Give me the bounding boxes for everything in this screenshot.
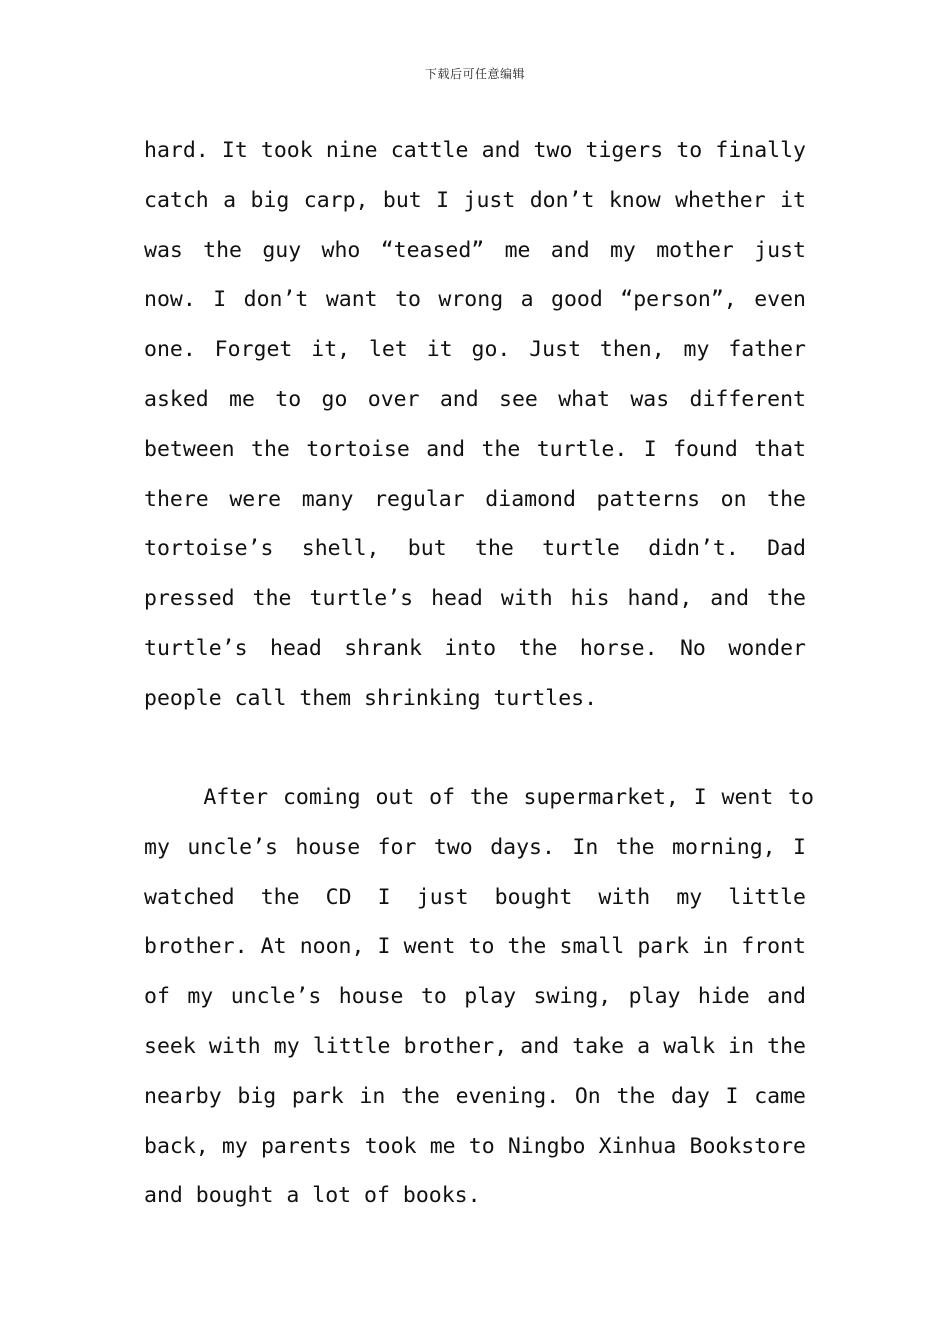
paragraph-1 xyxy=(144,126,806,724)
paragraph-line: now. I don’t want to wrong a good “person”, even xyxy=(144,287,806,313)
paragraph-line: nearby big park in the evening. On the day I came xyxy=(144,1083,806,1109)
paragraph-line: my uncle’s house for two days. In the morning, I xyxy=(144,834,806,860)
paragraph-line: tortoise’s shell, but the turtle didn’t. Dad xyxy=(144,536,806,562)
paragraph-line: After coming out of the supermarket, I went to xyxy=(144,785,815,810)
paragraph-line: one. Forget it, let it go. Just then, my father xyxy=(144,337,806,363)
paragraph-line: catch a big carp, but I just don’t know whether it xyxy=(144,187,806,213)
paragraph-line: people call them shrinking turtles. xyxy=(144,685,598,711)
paragraph-line: back, my parents took me to Ningbo Xinhua Bookstore xyxy=(144,1133,806,1159)
paragraph-line: between the tortoise and the turtle. I found that xyxy=(144,436,806,462)
paragraph-line: hard. It took nine cattle and two tigers to finally xyxy=(144,138,806,163)
paragraph-line: was the guy who “teased” me and my mother just xyxy=(144,237,806,263)
paragraph-line: turtle’s head shrank into the horse. No wonder xyxy=(144,635,806,661)
paragraph-line: asked me to go over and see what was different xyxy=(144,386,806,412)
paragraph-line: and bought a lot of books. xyxy=(144,1183,481,1209)
paragraph-line: of my uncle’s house to play swing, play hide and xyxy=(144,984,806,1010)
paragraph-2 xyxy=(144,773,815,1221)
page-header-note: 下载后可任意编辑 xyxy=(424,67,525,81)
paragraph-line: brother. At noon, I went to the small park in front xyxy=(144,934,806,960)
paragraph-line: there were many regular diamond patterns on the xyxy=(144,486,806,512)
paragraph-line: watched the CD I just bought with my little xyxy=(144,884,806,910)
paragraph-line: pressed the turtle’s head with his hand, and the xyxy=(144,586,806,612)
paragraph-line: seek with my little brother, and take a walk in the xyxy=(144,1033,806,1059)
